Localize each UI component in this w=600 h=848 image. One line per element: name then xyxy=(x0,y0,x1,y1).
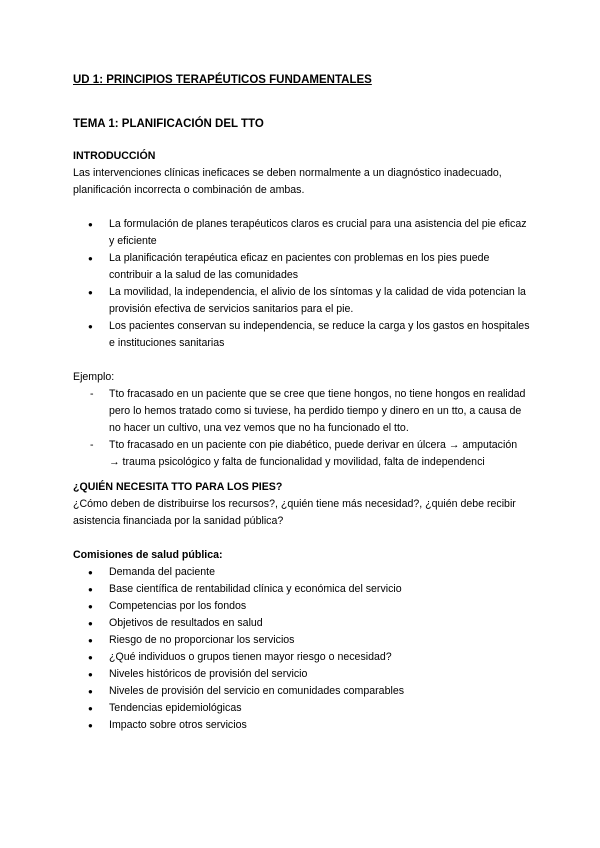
list-item: - Tto fracasado en un paciente que se cree que tiene hongos, no tiene hongos en realidad pero lo hemos tratado como si tuviese, ha perdido tiempo y dinero en un tto, a causa de no hacer un cultivo, una vez vemos que no ha funcionado el tto. xyxy=(73,386,530,437)
commissions-list xyxy=(73,564,530,734)
list-item: ● Impacto sobre otros servicios xyxy=(73,717,530,734)
list-item: ● Niveles de provisión del servicio en comunidades comparables xyxy=(73,683,530,700)
list-item: ● Tendencias epidemiológicas xyxy=(73,700,530,717)
unit-title: UD 1: PRINCIPIOS TERAPÉUTICOS FUNDAMENTALES xyxy=(73,74,372,86)
intro-text: Las intervenciones clínicas ineficaces se deben normalmente a un diagnóstico inadecuado, planificación incorrecta o combinación de ambas. xyxy=(73,167,502,196)
example-list xyxy=(73,386,530,471)
list-item: ● La planificación terapéutica eficaz en pacientes con problemas en los pies puede contribuir a la salud de las comunidades xyxy=(73,250,530,284)
tema-title: TEMA 1: PLANIFICACIÓN DEL TTO xyxy=(73,118,264,130)
list-item: ● Competencias por los fondos xyxy=(73,598,530,615)
list-item: ● ¿Qué individuos o grupos tienen mayor riesgo o necesidad? xyxy=(73,649,530,666)
intro-bullet-list xyxy=(73,216,530,352)
who-text: ¿Cómo deben de distribuirse los recursos?, ¿quién tiene más necesidad?, ¿quién debe recibir asistencia financiada por la sanidad pública? xyxy=(73,498,516,527)
list-item: ● Los pacientes conservan su independencia, se reduce la carga y los gastos en hospitales e instituciones sanitarias xyxy=(73,318,530,352)
who-heading: ¿QUIÉN NECESITA TTO PARA LOS PIES? xyxy=(73,481,283,493)
intro-heading: INTRODUCCIÓN xyxy=(73,150,156,162)
list-item: ● La formulación de planes terapéuticos claros es crucial para una asistencia del pie eficaz y eficiente xyxy=(73,216,530,250)
list-item: - Tto fracasado en un paciente con pie diabético, puede derivar en úlcera → amputación → trauma psicológico y falta de funcionalidad y movilidad, falta de independenci xyxy=(73,437,530,471)
list-item: ● Riesgo de no proporcionar los servicios xyxy=(73,632,530,649)
list-item: ● Objetivos de resultados en salud xyxy=(73,615,530,632)
commissions-heading: Comisiones de salud pública: xyxy=(73,549,223,561)
example-label: Ejemplo: xyxy=(73,371,115,383)
list-item: ● Niveles históricos de provisión del servicio xyxy=(73,666,530,683)
list-item: ● Demanda del paciente xyxy=(73,564,530,581)
list-item: ● Base científica de rentabilidad clínica y económica del servicio xyxy=(73,581,530,598)
list-item: ● La movilidad, la independencia, el alivio de los síntomas y la calidad de vida potencian la provisión efectiva de servicios sanitarios para el pie. xyxy=(73,284,530,318)
